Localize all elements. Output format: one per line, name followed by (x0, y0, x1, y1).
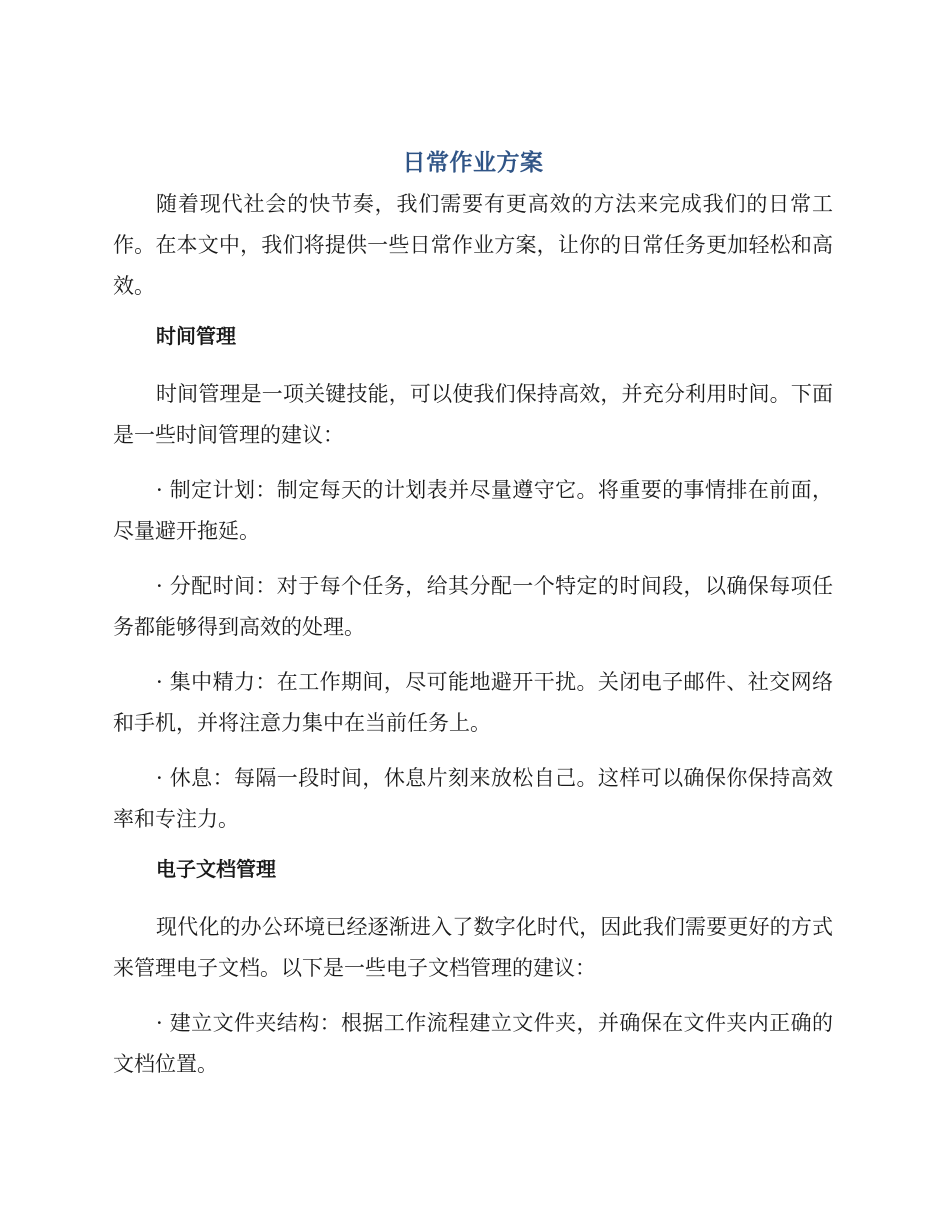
section-intro: 现代化的办公环境已经逐渐进入了数字化时代，因此我们需要更好的方式来管理电子文档。以下是一些电子文档管理的建议： (113, 915, 833, 980)
list-item: · 建立文件夹结构：根据工作流程建立文件夹，并确保在文件夹内正确的文档位置。 (113, 1011, 833, 1076)
list-item: · 制定计划：制定每天的计划表并尽量遵守它。将重要的事情排在前面，尽量避开拖延。 (113, 478, 833, 543)
document-page (113, 146, 833, 1099)
section-document-management (113, 854, 833, 1085)
section-time-management (113, 321, 833, 840)
list-item: · 休息：每隔一段时间，休息片刻来放松自己。这样可以确保你保持高效率和专注力。 (113, 766, 833, 831)
list-item: · 集中精力：在工作期间，尽可能地避开干扰。关闭电子邮件、社交网络和手机，并将注意力集中在当前任务上。 (113, 670, 833, 735)
section-intro: 时间管理是一项关键技能，可以使我们保持高效，并充分利用时间。下面是一些时间管理的建议： (113, 382, 833, 447)
section-heading: 电子文档管理 (156, 857, 276, 881)
document-title: 日常作业方案 (402, 150, 544, 176)
section-heading: 时间管理 (156, 324, 236, 348)
list-item: · 分配时间：对于每个任务，给其分配一个特定的时间段，以确保每项任务都能够得到高效的处理。 (113, 574, 833, 639)
intro-paragraph: 随着现代社会的快节奏，我们需要有更高效的方法来完成我们的日常工作。在本文中，我们将提供一些日常作业方案，让你的日常任务更加轻松和高效。 (113, 192, 833, 298)
